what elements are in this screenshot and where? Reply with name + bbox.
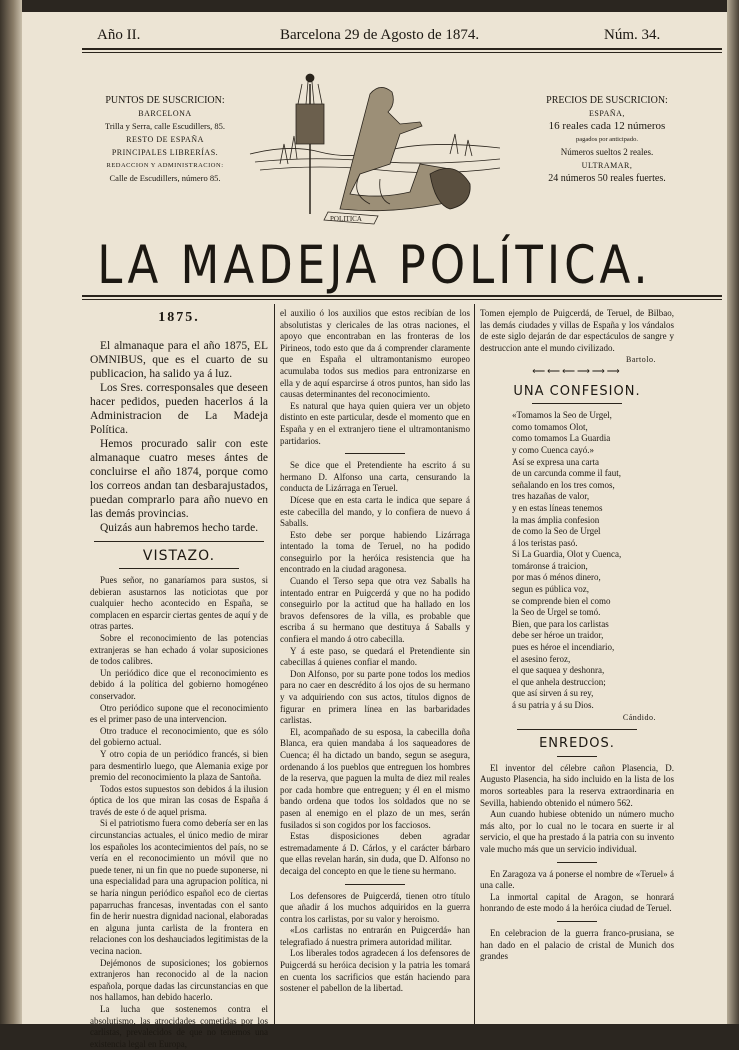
paragraph: Aun cuando hubiese obtenido un número mucho más alto, por lo cual no le tocara en suerte ir al servicio, el que ha prestado á la patria con su invento vale mucho más que un servicio individual. — [480, 809, 674, 854]
section-rule — [557, 756, 597, 757]
paragraph: La lucha que sostenemos contra el absolutismo, las atrocidades cometidas por los carlistas, prevalecidos de que no tenemos una existencia legal en Europa, — [90, 1003, 268, 1049]
prices-single: Números sueltos 2 reales. — [560, 147, 654, 157]
paragraph: Esto debe ser porque habiendo Lizárraga intentado la toma de Teruel, no ha podido conseguirlo por la heróica resistencia que ha encontrado en la ciudad aragonesa. — [280, 529, 470, 575]
paragraph: Un periódico dice que el reconocimiento es debido á la política del gobierno homogéneo conservador. — [90, 667, 268, 701]
paragraph: Cuando el Terso sepa que otra vez Saballs ha intentado entrar en Puigcerdá y que no ha podido conseguirlo por la actitud que ha hallado en los bravos defensores de la villa, es probable que escriba á su hermano que destituya á Saballs y confiera el mando á otro cabecilla. — [280, 576, 470, 645]
verse-line: el asesino feroz, — [512, 653, 571, 664]
paragraph: En celebracion de la guerra franco-prusiana, se han dado en el palacio de cristal de Munich dos grandes — [480, 927, 674, 962]
admin-heading: REDACCION Y ADMINISTRACION: — [106, 162, 224, 169]
paragraph: En Zaragoza va á ponerse el nombre de «Teruel» á una calle. — [480, 868, 674, 891]
paragraph: Los defensores de Puigcerdá, tienen otro título que añadir á los muchos adquiridos en la guerra contra los carlistas, por su valor y heroismo. — [280, 890, 470, 924]
paragraph: El, acompañado de su esposa, la cabecilla doña Blanca, era quien mandaba á los saqueadores de Cuenca; él ha dictado un bando, segun se asegura, ordenando á los pueblos que entreguen los hombres de la reserva, que paguen la multa de diez mil reales por cada hombre que entreguen; y él en el mismo bando ordena que todos los soldados que no se pasen al enemigo en el plazo de un mes, serán fusilados si son cogidos por los facciosos. — [280, 726, 470, 830]
paragraph: Hemos procurado salir con este almanaque cuatro meses ántes de concluirse el año 1874, porque como los correos andan tan desbarajustados, puedan comprarlo para año nuevo en las demás provincias. — [90, 437, 268, 520]
paragraph: Si el patriotismo fuera como debería ser en las circunstancias actuales, el único medio de mirar los españoles los acontecimientos del país, no se vería en el reconocimiento un móvil que no puede tener, ni un fin que no puede suponerse, ni una especialidad para una agrupacion política, ni se haría ningun periódico español eco de ciertas paparruchas francesas, inventadas con el santo fin de herir nuestra dignidad nacional, elaboradas en alguna junta carlista de la frontera en relaciones con los deshauciados legitimistas de la vecina nacion. — [90, 818, 268, 956]
section-rule — [557, 921, 597, 922]
enredos-heading: ENREDOS. — [539, 736, 615, 752]
verse-line: se comprende bien el como — [512, 595, 611, 606]
top-rule-thin — [82, 52, 722, 53]
newspaper-page — [22, 12, 727, 1049]
paragraph: Dícese que en esta carta le indica que separe á este cabecilla del mando, y lo confiera de nuevo á Saballs. — [280, 494, 470, 529]
subscription-prices — [512, 94, 702, 185]
confesion-verse — [480, 410, 674, 711]
banner-word: POLITICA — [330, 215, 362, 223]
prices-amount: 16 reales cada 12 números — [548, 120, 666, 132]
subscription-address: Trilla y Serra, calle Escudillers, 85. — [104, 121, 226, 131]
verse-line: Bien, que para los carlistas — [512, 618, 609, 629]
verse-line: tres hazañas de valor, — [512, 491, 590, 502]
vistazo-article — [90, 575, 268, 1050]
paragraph: Pues señor, no ganaríamos para sustos, si debieran asustarnos las noticiotas que por cualquier hecho acontecido en España, se complacen en esparcir ciertas gentes de aquí y de otras partes. — [90, 575, 268, 632]
verse-line: «Tomamos la Seo de Urgel, — [512, 410, 612, 421]
verse-line: pues es héroe el incendiario, — [512, 642, 615, 653]
paragraph: Se dice que el Pretendiente ha escrito á su hermano D. Alfonso una carta, censurando la conducta de Lizárraga en Teruel. — [280, 460, 470, 494]
section-rule — [94, 541, 264, 542]
section-rule — [517, 729, 637, 730]
verse-line: como tomamos Olot, — [512, 421, 588, 432]
section-rule — [532, 403, 622, 404]
title-rule — [82, 295, 722, 297]
prices-heading: PRECIOS DE SUSCRICION: — [546, 95, 668, 106]
paragraph: el auxilio ó los auxilios que estos recibían de los absolutistas y clericales de las otras naciones, el apoyo que encontraban en las fronteras de los Pirineos, todo esto que da á comprender claramente que en España el ultramontanismo europeo acumulaba todos sus medios para entronizarse en ella y de aquí esparcirse á otros puntos, han sido las causas determinantes del reconocimiento. — [280, 308, 470, 400]
paragraph: El inventor del célebre cañon Plasencia, D. Augusto Plasencia, ha sido incluido en la lista de los moros sorteables para la reserva extraordinaria en Sevilla, habiendo obtenido el número 562. — [480, 762, 674, 808]
paragraph: Tomen ejemplo de Puigcerdá, de Teruel, de Bilbao, las demás ciudades y villas de España y los vándalos de este siglo dejarán de dar espectáculos de sangre y destruccion ante el mundo civilizado. — [480, 308, 674, 353]
column-2 — [280, 308, 470, 995]
ornament-divider: ⟵⟵⟵⟶⟶⟶ — [532, 365, 622, 376]
section-rule — [557, 862, 597, 863]
subscription-points — [80, 94, 250, 185]
subscription-heading: PUNTOS DE SUSCRICION: — [105, 95, 225, 106]
verse-line: á su patria y á su Dios. — [512, 700, 594, 710]
issue-year: Año II. — [97, 27, 141, 43]
verse-line: que así sirven á su rey, — [512, 688, 594, 699]
verse-line: tomáronse á traicion, — [512, 560, 588, 571]
verse-line: el que saquea y deshonra, — [512, 665, 605, 676]
verse-line: segun es pública voz, — [512, 584, 589, 595]
verse-line: señalando en los tres comos, — [512, 479, 615, 490]
verse-line: Si La Guardia, Olot y Cuenca, — [512, 549, 622, 560]
paragraph: La inmortal capital de Aragon, se honrará honrando de este modo á la heróica ciudad de Teruel. — [480, 891, 674, 914]
prices-overseas: ULTRAMAR, — [581, 161, 633, 170]
issue-number: Núm. 34. — [604, 27, 661, 43]
allegorical-engraving — [250, 64, 502, 224]
paragraph: Don Alfonso, por su parte pone todos los medios para no caer en descrédito á los ojos de su hermano y va adquiriendo con sus actos, títulos dignos de figurar en primera línea en las barbaridades carlistas. — [280, 668, 470, 726]
verse-line: la mas ámplia confesion — [512, 514, 600, 525]
verse-line: y como Cuenca cayó.» — [512, 444, 594, 455]
dateline: Barcelona 29 de Agosto de 1874. — [280, 27, 480, 43]
vistazo-heading: VISTAZO. — [142, 547, 216, 564]
section-rule — [119, 568, 239, 569]
paragraph: Todos estos supuestos son debidos á la ilusion óptica de los que miran las cosas de España á través de este ó de aquel prisma. — [90, 783, 268, 817]
paragraph: El almanaque para el año 1875, EL OMNIBUS, que es el cuarto de su publicacion, ha salido ya á luz. — [90, 339, 268, 380]
column-divider-1 — [274, 304, 275, 1024]
almanac-heading: 1875. — [158, 310, 200, 325]
verse-line: debe ser héroe un traidor, — [512, 630, 604, 641]
paragraph: «Los carlistas no entrarán en Puigcerdá» han telegrafiado á nuestra primera autoridad militar. — [280, 925, 470, 947]
verse-line: como tomamos La Guardia — [512, 433, 611, 444]
subscription-city: BARCELONA — [138, 109, 192, 118]
section-rule — [345, 884, 405, 885]
verse-line: de como la Seo de Urgel — [512, 526, 601, 537]
page-edge — [727, 0, 739, 1024]
signature: Bartolo. — [626, 355, 656, 365]
almanac-article — [90, 339, 268, 535]
paragraph: Los Sres. corresponsales que deseen hacer pedidos, pueden hacerlos á la Administracion de La Madeja Política. — [90, 381, 268, 436]
paragraph: Los liberales todos agradecen á los defensores de Puigcerdá su heróica decision y la patria les tomará en cuenta los sacrificios que están haciendo para sostener el pabellon de la libertad. — [280, 948, 470, 994]
section-rule — [345, 453, 405, 454]
column-3 — [480, 308, 674, 963]
verse-line: por mas ó ménos dinero, — [512, 572, 601, 583]
verse-line: la Seo de Urgel se tomó. — [512, 607, 601, 618]
prices-overseas-amount: 24 números 50 reales fuertes. — [548, 173, 666, 184]
paragraph: Dejémonos de suposiciones; los gobiernos extranjeros han reconocido al de la nacion española, porque dadas las circunstancias en que nos hallamos, han debido hacerlo. — [90, 957, 268, 1003]
paragraph: Estas disposiciones deben agradar estremadamente á D. Cárlos, y el carácter bárbaro que ellas revelan harán, sin duda, que D. Alfonso no decaiga del concepto en que le tiene su hermano. — [280, 831, 470, 876]
paragraph: Y otro copia de un periódico francés, si bien para desmentirlo luego, que Alemania exige por premio del reconocimiento la plaza de Santoña. — [90, 748, 268, 783]
newspaper-title: LA MADEJA POLÍTICA. — [97, 234, 652, 296]
paragraph: Y á este paso, se quedará el Pretendiente sin cabecillas á quienes confiar el mando. — [280, 645, 470, 668]
column-1 — [90, 308, 268, 1050]
paragraph: Quizás aun habremos hecho tarde. — [100, 521, 259, 534]
verse-line: y en estas líneas tenemos — [512, 502, 603, 513]
book-binding — [0, 0, 22, 1024]
admin-address: Calle de Escudillers, número 85. — [109, 173, 221, 183]
subscription-rest-text: PRINCIPALES LIBRERÍAS. — [111, 148, 219, 157]
verse-line: Así se expresa una carta — [512, 456, 599, 467]
verse-line: á los teristas pasó. — [512, 537, 578, 548]
paragraph: Otro traduce el reconocimiento, que es sólo del gobierno actual. — [90, 725, 268, 748]
paragraph: Es natural que haya quien quiera ver un objeto distinto en este particular, desde el momento que en España y en el extranjero tiene el ultramontanismo partidarios. — [280, 400, 470, 446]
signature: Cándido. — [622, 712, 656, 722]
paragraph: Sobre el reconocimiento de las potencias extranjeras se han echado á volar suposiciones de todos calibres. — [90, 632, 268, 667]
prices-prepaid: pagados por anticipado. — [576, 136, 638, 143]
top-rule — [82, 48, 722, 50]
verse-line: el que anhela destruccion; — [512, 676, 606, 687]
subscription-rest-heading: RESTO DE ESPAÑA — [126, 135, 204, 144]
confesion-heading: UNA CONFESION. — [513, 383, 641, 399]
title-rule-thin — [82, 299, 722, 300]
paragraph: Otro periódico supone que el reconocimiento es el primer paso de una intervencion. — [90, 702, 268, 725]
column-divider-2 — [474, 304, 475, 1024]
verse-line: de un carcunda comme il faut, — [512, 468, 621, 479]
prices-spain: ESPAÑA, — [589, 109, 625, 118]
